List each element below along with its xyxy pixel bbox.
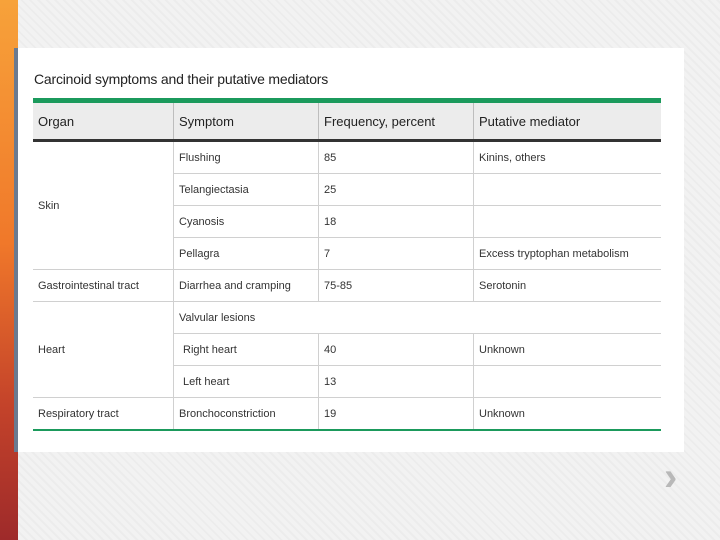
mediator-cell bbox=[474, 174, 662, 206]
frequency-cell: 13 bbox=[319, 366, 474, 398]
frequency-cell: 25 bbox=[319, 174, 474, 206]
organ-cell: Skin bbox=[33, 141, 174, 270]
symptom-cell: Flushing bbox=[174, 141, 319, 174]
frequency-cell: 75-85 bbox=[319, 270, 474, 302]
header-symptom: Symptom bbox=[174, 101, 319, 141]
frequency-cell: 18 bbox=[319, 206, 474, 238]
symptom-group-cell: Valvular lesions bbox=[174, 302, 662, 334]
mediator-cell: Unknown bbox=[474, 334, 662, 366]
mediator-cell bbox=[474, 366, 662, 398]
mediator-cell: Serotonin bbox=[474, 270, 662, 302]
header-organ: Organ bbox=[33, 101, 174, 141]
frequency-cell: 19 bbox=[319, 398, 474, 431]
table-header-row bbox=[33, 101, 661, 141]
carcinoid-symptoms-table bbox=[33, 98, 661, 431]
organ-cell: Heart bbox=[33, 302, 174, 398]
table-title: Carcinoid symptoms and their putative mediators bbox=[34, 71, 329, 87]
organ-cell: Respiratory tract bbox=[33, 398, 174, 431]
symptom-cell: Cyanosis bbox=[174, 206, 319, 238]
mediator-cell: Kinins, others bbox=[474, 141, 662, 174]
table-row bbox=[33, 270, 661, 302]
header-mediator: Putative mediator bbox=[474, 101, 662, 141]
symptom-cell: Right heart bbox=[174, 334, 319, 366]
symptom-cell: Telangiectasia bbox=[174, 174, 319, 206]
symptom-cell: Left heart bbox=[174, 366, 319, 398]
mediator-cell bbox=[474, 206, 662, 238]
chevron-right-icon[interactable]: › bbox=[664, 455, 678, 499]
mediator-cell: Excess tryptophan metabolism bbox=[474, 238, 662, 270]
frequency-cell: 40 bbox=[319, 334, 474, 366]
header-frequency: Frequency, percent bbox=[319, 101, 474, 141]
frequency-cell: 7 bbox=[319, 238, 474, 270]
table-row bbox=[33, 398, 661, 431]
symptom-cell: Bronchoconstriction bbox=[174, 398, 319, 431]
symptom-cell: Pellagra bbox=[174, 238, 319, 270]
organ-cell: Gastrointestinal tract bbox=[33, 270, 174, 302]
mediator-cell: Unknown bbox=[474, 398, 662, 431]
table-row bbox=[33, 141, 661, 174]
symptom-cell: Diarrhea and cramping bbox=[174, 270, 319, 302]
table-row bbox=[33, 302, 661, 334]
frequency-cell: 85 bbox=[319, 141, 474, 174]
